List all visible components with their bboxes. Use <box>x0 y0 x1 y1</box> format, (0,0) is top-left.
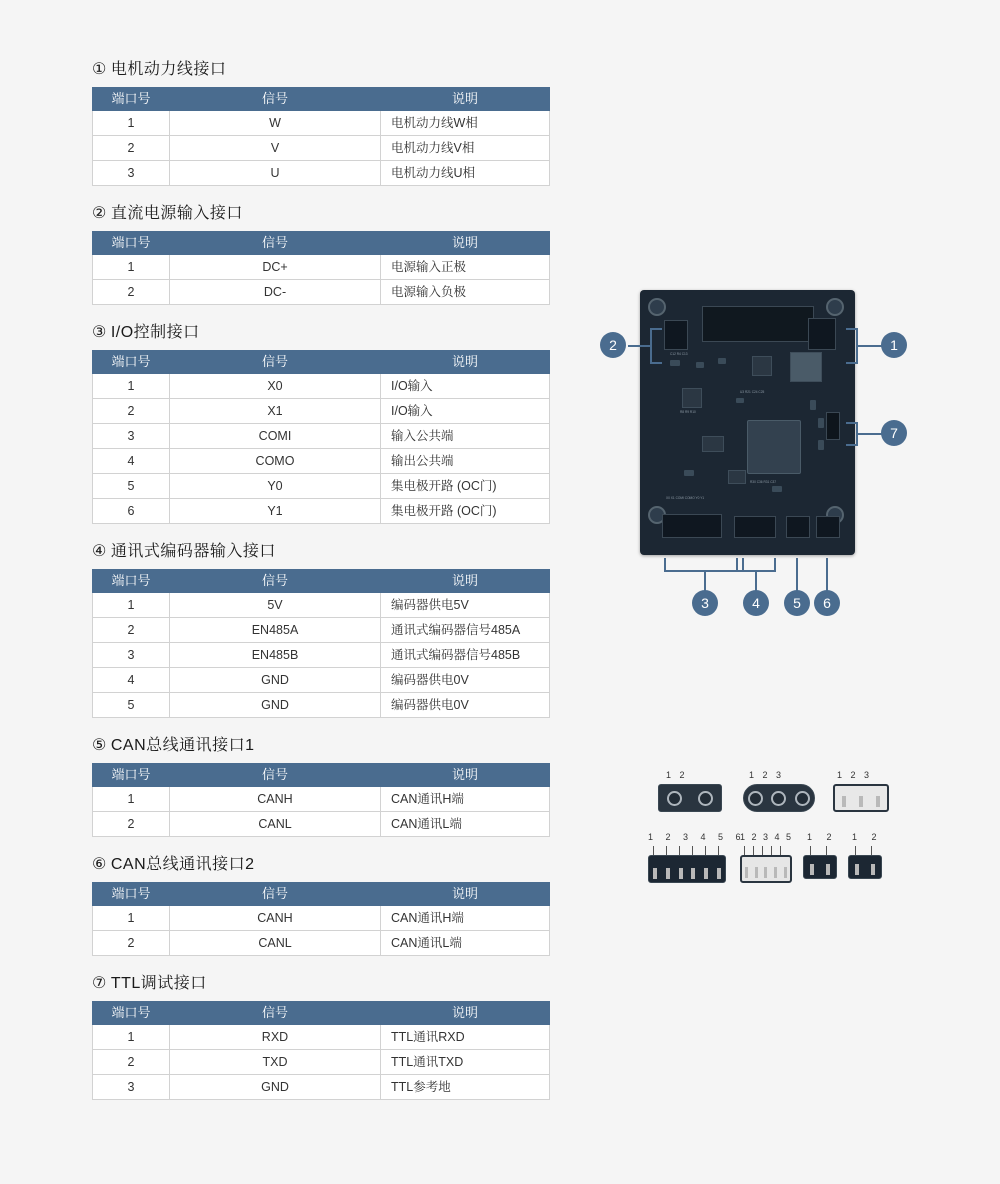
connector-pin <box>667 791 682 806</box>
connector-pin <box>755 867 758 878</box>
cell-signal: EN485B <box>170 643 381 668</box>
connector-pin-row <box>804 864 836 875</box>
cell-port: 1 <box>93 111 170 136</box>
connector-pin <box>764 867 767 878</box>
connector-pin-labels: 1 2 <box>666 770 688 780</box>
cell-port: 1 <box>93 1025 170 1050</box>
controller-board-image <box>640 290 855 555</box>
connector-pin <box>859 796 863 807</box>
column-header-description: 说明 <box>381 351 550 374</box>
section-io-control <box>92 319 548 524</box>
cell-port: 3 <box>93 161 170 186</box>
cell-port: 2 <box>93 931 170 956</box>
connector-pin <box>795 791 810 806</box>
connector-io-6pin <box>648 832 746 883</box>
callout-lead <box>650 328 652 364</box>
io-control-header <box>662 514 722 538</box>
connector-encoder-5pin <box>740 832 794 883</box>
capacitor <box>772 486 782 492</box>
callout-2: 2 <box>600 332 626 358</box>
cell-signal: V <box>170 136 381 161</box>
connector-pin <box>871 864 875 875</box>
column-header-description: 说明 <box>381 232 550 255</box>
connector-ticks <box>648 846 724 855</box>
column-header-description: 说明 <box>381 570 550 593</box>
table-row <box>93 787 550 812</box>
table-row <box>93 618 550 643</box>
table-header-row <box>93 764 550 787</box>
cell-port: 5 <box>93 474 170 499</box>
connector-gallery <box>648 770 948 910</box>
connector-pin-labels: 1 2 3 4 5 6 <box>648 832 746 842</box>
column-header-port: 端口号 <box>93 883 170 906</box>
encoder-header <box>734 516 776 538</box>
cell-description: TTL通讯RXD <box>381 1025 550 1050</box>
section-marker: ③ <box>92 324 107 341</box>
connector-pin <box>784 867 787 878</box>
cell-signal: RXD <box>170 1025 381 1050</box>
section-title-text: 电机动力线接口 <box>110 61 227 78</box>
connector-pin <box>842 796 846 807</box>
mounting-hole <box>648 298 666 316</box>
motor-power-connector <box>702 306 814 342</box>
table-row <box>93 399 550 424</box>
section-title <box>92 851 548 874</box>
callout-3: 3 <box>692 590 718 616</box>
table-row <box>93 643 550 668</box>
cell-signal: 5V <box>170 593 381 618</box>
connector-ticks <box>740 846 788 855</box>
pin-table <box>92 350 550 524</box>
callout-lead <box>796 558 798 592</box>
table-row <box>93 1050 550 1075</box>
connector-motor-3pin <box>743 770 813 812</box>
table-row <box>93 593 550 618</box>
mcu-chip <box>747 420 801 474</box>
cell-signal: CANL <box>170 812 381 837</box>
callout-lead <box>736 558 738 572</box>
table-row <box>93 136 550 161</box>
cell-signal: DC- <box>170 280 381 305</box>
callout-1: 1 <box>881 332 907 358</box>
pin-table <box>92 87 550 186</box>
cell-signal: Y1 <box>170 499 381 524</box>
connector-ttl-3pin <box>833 770 885 812</box>
ttl-debug-header <box>826 412 840 440</box>
column-header-signal: 信号 <box>170 351 381 374</box>
cell-signal: CANL <box>170 931 381 956</box>
cell-port: 6 <box>93 499 170 524</box>
connector-can2-2pin <box>848 832 883 879</box>
cell-description: TTL参考地 <box>381 1075 550 1100</box>
section-title <box>92 732 548 755</box>
cell-description: 编码器供电0V <box>381 668 550 693</box>
mosfet <box>752 356 772 376</box>
cell-port: 2 <box>93 136 170 161</box>
connector-pin-row <box>835 796 887 807</box>
callout-lead <box>856 328 858 364</box>
silkscreen-text: R8 R9 R10 <box>680 410 696 414</box>
section-marker: ② <box>92 205 107 222</box>
pin-table <box>92 569 550 718</box>
table-header-row <box>93 351 550 374</box>
callout-lead <box>857 345 883 347</box>
callout-lead <box>846 422 858 424</box>
section-marker: ⑥ <box>92 856 107 873</box>
connector-pin <box>717 868 721 879</box>
capacitor <box>670 360 680 366</box>
column-header-port: 端口号 <box>93 1002 170 1025</box>
connector-pin <box>748 791 763 806</box>
column-header-signal: 信号 <box>170 764 381 787</box>
callout-lead <box>846 444 858 446</box>
section-motor-power <box>92 56 548 186</box>
passive-component <box>728 470 746 484</box>
capacitor <box>810 400 816 410</box>
small-ic <box>702 436 724 452</box>
section-title-text: CAN总线通讯接口2 <box>110 856 255 873</box>
section-title <box>92 56 548 79</box>
table-row <box>93 1075 550 1100</box>
table-row <box>93 280 550 305</box>
pin-table <box>92 882 550 956</box>
column-header-signal: 信号 <box>170 570 381 593</box>
connector-pin <box>810 864 814 875</box>
silkscreen-text: C12 R4 C13 <box>670 352 688 356</box>
connector-pin <box>698 791 713 806</box>
cell-signal: W <box>170 111 381 136</box>
section-ttl-debug <box>92 970 548 1100</box>
section-can-bus-2 <box>92 851 548 956</box>
connector-pin-labels: 1 2 <box>807 832 838 842</box>
cell-description: TTL通讯TXD <box>381 1050 550 1075</box>
connector-pin <box>826 864 830 875</box>
cell-port: 2 <box>93 1050 170 1075</box>
pin-table-column <box>92 56 548 1114</box>
cell-signal: Y0 <box>170 474 381 499</box>
silkscreen-text: U3 R21 C24 C25 <box>740 390 765 394</box>
connector-power-2pin <box>658 770 720 812</box>
callout-lead <box>736 570 776 572</box>
table-row <box>93 255 550 280</box>
cell-signal: GND <box>170 693 381 718</box>
section-title-text: CAN总线通讯接口1 <box>110 737 255 754</box>
cell-port: 2 <box>93 618 170 643</box>
column-header-port: 端口号 <box>93 88 170 111</box>
cell-signal: GND <box>170 1075 381 1100</box>
table-header-row <box>93 232 550 255</box>
section-title <box>92 319 548 342</box>
callout-lead <box>774 558 776 572</box>
cell-description: CAN通讯H端 <box>381 787 550 812</box>
cell-description: 集电极开路 (OC门) <box>381 474 550 499</box>
table-header-row <box>93 88 550 111</box>
mounting-hole <box>826 298 844 316</box>
cell-signal: X0 <box>170 374 381 399</box>
callout-lead <box>704 570 706 592</box>
cell-description: CAN通讯H端 <box>381 906 550 931</box>
section-marker: ④ <box>92 543 107 560</box>
cell-description: 通讯式编码器信号485B <box>381 643 550 668</box>
column-header-port: 端口号 <box>93 232 170 255</box>
cell-signal: GND <box>170 668 381 693</box>
section-encoder-input <box>92 538 548 718</box>
cell-port: 3 <box>93 643 170 668</box>
connector-pin <box>679 868 683 879</box>
section-marker: ⑤ <box>92 737 107 754</box>
callout-5: 5 <box>784 590 810 616</box>
cell-port: 4 <box>93 449 170 474</box>
callout-lead <box>846 362 858 364</box>
table-row <box>93 812 550 837</box>
cell-description: 电机动力线U相 <box>381 161 550 186</box>
column-header-description: 说明 <box>381 764 550 787</box>
can1-header <box>786 516 810 538</box>
cell-description: 输入公共端 <box>381 424 550 449</box>
cell-description: 集电极开路 (OC门) <box>381 499 550 524</box>
table-header-row <box>93 570 550 593</box>
cell-description: 电源输入负极 <box>381 280 550 305</box>
connector-pin <box>691 868 695 879</box>
capacitor <box>684 470 694 476</box>
cell-signal: EN485A <box>170 618 381 643</box>
cell-port: 2 <box>93 399 170 424</box>
connector-pin <box>653 868 657 879</box>
section-title <box>92 538 548 561</box>
callout-7: 7 <box>881 420 907 446</box>
column-header-description: 说明 <box>381 1002 550 1025</box>
connector-pin <box>876 796 880 807</box>
capacitor <box>736 398 744 403</box>
callout-lead <box>664 570 744 572</box>
connector-pin <box>771 791 786 806</box>
callout-lead <box>664 558 666 572</box>
cell-port: 3 <box>93 1075 170 1100</box>
capacitor <box>718 358 726 364</box>
callout-4: 4 <box>743 590 769 616</box>
cell-description: CAN通讯L端 <box>381 812 550 837</box>
board-diagram <box>600 270 960 920</box>
cell-description: 通讯式编码器信号485A <box>381 618 550 643</box>
cell-port: 5 <box>93 693 170 718</box>
motor-terminal-block <box>808 318 836 350</box>
cell-signal: DC+ <box>170 255 381 280</box>
connector-pin-row <box>649 868 725 879</box>
cell-port: 3 <box>93 424 170 449</box>
cell-description: I/O输入 <box>381 374 550 399</box>
cell-port: 2 <box>93 812 170 837</box>
section-can-bus-1 <box>92 732 548 837</box>
callout-6: 6 <box>814 590 840 616</box>
cell-description: 电源输入正极 <box>381 255 550 280</box>
cell-port: 1 <box>93 255 170 280</box>
driver-chip <box>682 388 702 408</box>
section-title-text: I/O控制接口 <box>110 324 200 341</box>
column-header-signal: 信号 <box>170 883 381 906</box>
connector-ticks <box>803 846 835 855</box>
table-row <box>93 931 550 956</box>
cell-description: 编码器供电0V <box>381 693 550 718</box>
cell-port: 2 <box>93 280 170 305</box>
connector-pin <box>774 867 777 878</box>
cell-signal: COMO <box>170 449 381 474</box>
cell-description: 输出公共端 <box>381 449 550 474</box>
silkscreen-text: X0 X1 COMI COMO Y0 Y1 <box>666 496 705 500</box>
cell-description: 电机动力线W相 <box>381 111 550 136</box>
capacitor <box>818 418 824 428</box>
cell-description: 编码器供电5V <box>381 593 550 618</box>
column-header-port: 端口号 <box>93 764 170 787</box>
section-dc-power-input <box>92 200 548 305</box>
cell-port: 1 <box>93 906 170 931</box>
pin-table <box>92 763 550 837</box>
column-header-signal: 信号 <box>170 1002 381 1025</box>
cell-description: CAN通讯L端 <box>381 931 550 956</box>
table-row <box>93 668 550 693</box>
capacitor <box>696 362 704 368</box>
cell-signal: CANH <box>170 787 381 812</box>
section-title-text: 通讯式编码器输入接口 <box>110 543 276 560</box>
callout-lead <box>858 433 883 435</box>
column-header-description: 说明 <box>381 88 550 111</box>
table-row <box>93 1025 550 1050</box>
table-row <box>93 474 550 499</box>
capacitor <box>818 440 824 450</box>
dc-power-connector <box>664 320 688 350</box>
cell-port: 4 <box>93 668 170 693</box>
column-header-signal: 信号 <box>170 88 381 111</box>
pin-table <box>92 231 550 305</box>
cell-signal: X1 <box>170 399 381 424</box>
cell-description: 电机动力线V相 <box>381 136 550 161</box>
cell-port: 1 <box>93 374 170 399</box>
callout-lead <box>856 422 858 446</box>
connector-pin-labels: 1 2 3 <box>749 770 785 780</box>
cell-port: 1 <box>93 787 170 812</box>
cell-port: 1 <box>93 593 170 618</box>
table-row <box>93 906 550 931</box>
cell-description: I/O输入 <box>381 399 550 424</box>
connector-pin <box>704 868 708 879</box>
cell-signal: TXD <box>170 1050 381 1075</box>
inductor <box>790 352 822 382</box>
silkscreen-text: R30 C36 R31 C37 <box>750 480 777 484</box>
table-row <box>93 693 550 718</box>
table-row <box>93 424 550 449</box>
callout-lead <box>628 345 652 347</box>
connector-pin-labels: 1 2 3 4 5 <box>740 832 794 842</box>
connector-pin <box>745 867 748 878</box>
table-row <box>93 374 550 399</box>
connector-ticks <box>848 846 880 855</box>
connector-pin-row <box>742 867 790 878</box>
column-header-signal: 信号 <box>170 232 381 255</box>
table-row <box>93 449 550 474</box>
section-title-text: TTL调试接口 <box>110 975 207 992</box>
connector-can1-2pin <box>803 832 838 879</box>
connector-pin <box>855 864 859 875</box>
table-row <box>93 161 550 186</box>
column-header-port: 端口号 <box>93 351 170 374</box>
cell-signal: CANH <box>170 906 381 931</box>
pin-table <box>92 1001 550 1100</box>
callout-lead <box>846 328 858 330</box>
section-title <box>92 970 548 993</box>
section-title <box>92 200 548 223</box>
connector-pin <box>666 868 670 879</box>
table-row <box>93 499 550 524</box>
callout-lead <box>650 328 662 330</box>
column-header-port: 端口号 <box>93 570 170 593</box>
table-header-row <box>93 883 550 906</box>
section-marker: ⑦ <box>92 975 107 992</box>
callout-lead <box>650 362 662 364</box>
cell-signal: COMI <box>170 424 381 449</box>
callout-lead <box>826 558 828 592</box>
table-header-row <box>93 1002 550 1025</box>
connector-pin-row <box>849 864 881 875</box>
section-marker: ① <box>92 61 107 78</box>
column-header-description: 说明 <box>381 883 550 906</box>
connector-pin-labels: 1 2 3 <box>837 770 873 780</box>
table-row <box>93 111 550 136</box>
callout-lead <box>755 570 757 592</box>
can2-header <box>816 516 840 538</box>
connector-pin-labels: 1 2 <box>852 832 883 842</box>
cell-signal: U <box>170 161 381 186</box>
section-title-text: 直流电源输入接口 <box>110 205 243 222</box>
